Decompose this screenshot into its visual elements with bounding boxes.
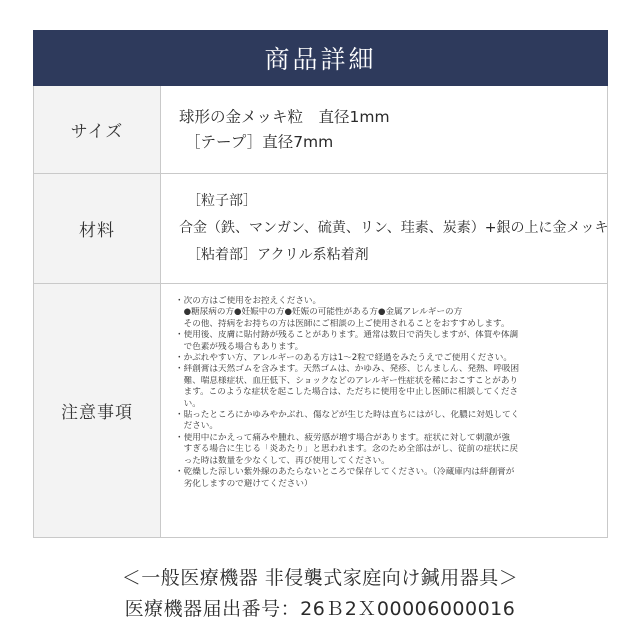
product-detail-table (33, 86, 608, 538)
device-classification: ＜一般医療機器 非侵襲式家庭向け鍼用器具＞ (121, 567, 519, 589)
note-line: ・絆創膏は天然ゴムを含みます。天然ゴムは、かゆみ、発疹、じんましん、発熱、呼吸困 (175, 364, 520, 375)
note-line: ・使用中にかえって痛みや腫れ、疲労感が増す場合があります。症状に対して刺激が強 (175, 432, 510, 443)
note-line: ・次の方はご使用をお控えください。 (175, 296, 322, 306)
size-label: サイズ (34, 86, 161, 173)
note-line: ・かぶれやすい方、アレルギーのある方は1〜2粒で経過をみたうえでご使用ください。 (175, 353, 512, 364)
page-title-text: 商品詳細 (264, 45, 377, 74)
note-line: ・貼ったところにかゆみやかぶれ、傷などが生じた時は直ちにはがし、化膿に対処してく (175, 410, 520, 421)
material-line: 合金（鉄、マンガン、硫黄、リン、珪素、炭素）+銀の上に金メッキ (179, 220, 609, 236)
material-line: ［粒子部］ (187, 193, 257, 209)
registration-number: 医療機器届出番号：26Ｂ2Ｘ00006000016 (124, 598, 516, 620)
note-line: った時は数量を少なくして、再び使用してください。 (175, 455, 390, 466)
note-line: ●糖尿病の方●妊娠中の方●妊娠の可能性がある方●金属アレルギーの方 (175, 307, 463, 318)
note-line: その他、持病をお持ちの方は医師にご相談の上ご使用されることをおすすめします。 (175, 318, 510, 329)
note-line: すぎる場合に生じる「炎あたり」と思われます。念のため全部はがし、従前の症状に戻 (175, 444, 519, 455)
notes-value (161, 284, 607, 537)
size-line: 球形の金メッキ粒 直径1mm (179, 107, 390, 126)
size-line: ［テープ］直径7mm (185, 132, 334, 151)
page-title (33, 30, 608, 86)
note-line: ます。このような症状を起こした場合は、ただちに使用を中止し医師に相談してくださ (175, 387, 519, 398)
note-line: ・乾燥した涼しい紫外線のあたらないところで保存してください。（冷蔵庫内は絆創膏が (175, 467, 515, 478)
note-line: い。 (175, 398, 201, 409)
material-value (161, 174, 619, 283)
size-row (33, 86, 608, 174)
material-label: 材料 (34, 174, 161, 283)
material-row (33, 174, 608, 284)
note-line: 劣化しますので避けてください） (175, 478, 313, 489)
note-line: で色素が残る場合もあります。 (175, 341, 304, 352)
note-line: 難、喘息様症状、血圧低下、ショックなどのアレルギー性症状を稀におこすことがあり (175, 375, 519, 386)
note-line: ・使用後、皮膚に貼付跡が残ることがあります。通常は数日で消失しますが、体質や体調 (175, 330, 519, 341)
material-line: ［粘着部］アクリル系粘着剤 (187, 247, 369, 263)
notes-label: 注意事項 (34, 284, 161, 537)
note-line: ださい。 (175, 421, 218, 432)
notes-row (33, 284, 608, 538)
size-value (161, 86, 607, 173)
